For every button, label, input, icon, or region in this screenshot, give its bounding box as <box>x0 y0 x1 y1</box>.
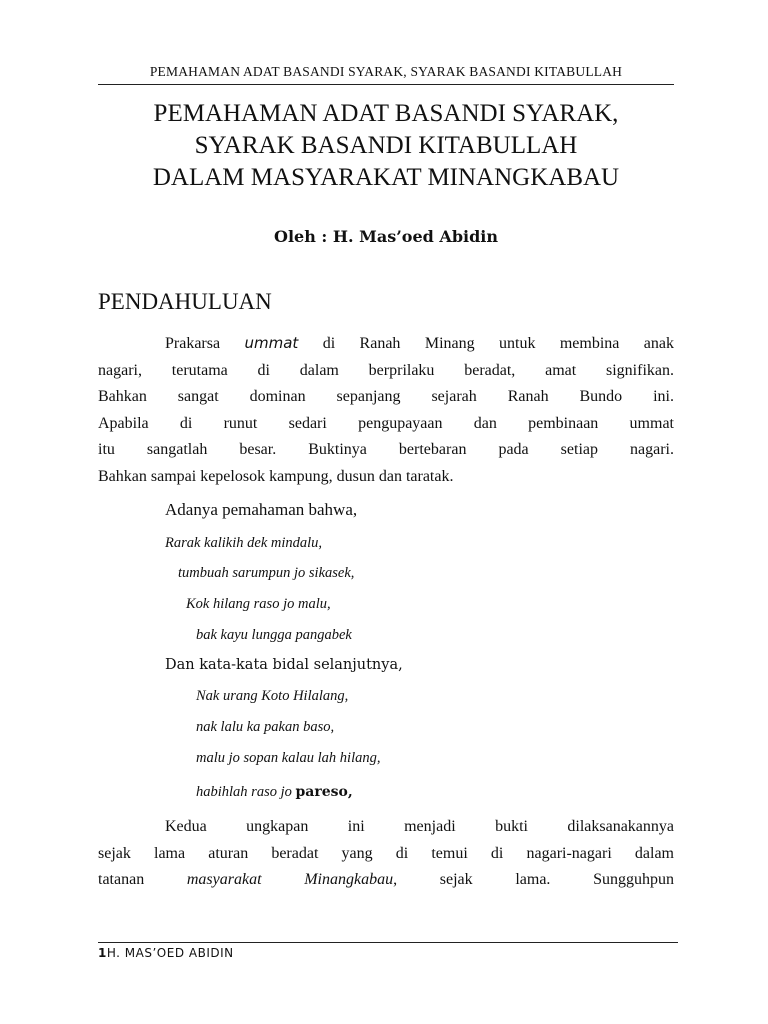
verse2-line-1: Nak urang Koto Hilalang, <box>196 688 349 704</box>
para1-line-5: itu sangatlah besar. Buktinya bertebaran pada setiap nagari. <box>98 441 674 458</box>
section-heading: PENDAHULUAN <box>98 289 272 314</box>
verse1-line-4: bak kayu lungga pangabek <box>196 627 352 643</box>
page-number: 1 <box>98 946 107 960</box>
verse-intro: Adanya pemahaman bahwa, <box>165 500 358 519</box>
verse2-line-4-text: habihlah raso jo <box>196 784 296 800</box>
para2-text: , sejak lama. Sungguhpun <box>393 871 674 888</box>
verse1-line-2: tumbuah sarumpun jo sikasek, <box>178 565 355 581</box>
title-line-1: PEMAHAMAN ADAT BASANDI SYARAK, <box>153 100 619 127</box>
term-ummat: ummat <box>244 334 299 352</box>
title-line-3: DALAM MASYARAKAT MINANGKABAU <box>152 164 620 191</box>
footer-rule <box>98 942 678 943</box>
para1-text: di Ranah Minang untuk membina anak <box>298 335 675 352</box>
para1-line-4: Apabila di runut sedari pengupayaan dan pembinaan ummat <box>98 414 674 432</box>
para2-text: tatanan <box>98 871 187 888</box>
running-head: PEMAHAMAN ADAT BASANDI SYARAK, SYARAK BASANDI KITABULLAH <box>149 64 623 79</box>
para1-line-1 <box>98 330 674 358</box>
para1-line-6: Bahkan sampai kepelosok kampung, dusun dan taratak. <box>98 467 454 485</box>
para2-line-1 <box>98 814 674 841</box>
verse1-line-3: Kok hilang raso jo malu, <box>186 596 331 612</box>
para2-line-3 <box>98 867 674 894</box>
para2-text: Kedua ungkapan ini menjadi bukti dilaksanakannya <box>165 818 674 835</box>
author-line: Oleh : H. Mas’oed Abidin <box>274 227 498 246</box>
verse1-line-1: Rarak kalikih dek mindalu, <box>165 535 323 551</box>
document-title <box>80 98 692 194</box>
verse2-line-4 <box>196 784 353 801</box>
title-line-2: SYARAK BASANDI KITABULLAH <box>194 132 578 159</box>
para2-line-2: sejak lama aturan beradat yang di temui di nagari-nagari dalam <box>98 844 674 862</box>
verse2-line-2: nak lalu ka pakan baso, <box>196 719 335 735</box>
para1-text: Prakarsa <box>165 335 245 352</box>
verse2-line-4-end: pareso, <box>295 784 353 800</box>
paragraph-intro <box>98 330 674 490</box>
para1-line-3: Bahkan sangat dominan sepanjang sejarah Ranah Bundo ini. <box>98 388 674 405</box>
term-masyarakat: masyarakat Minangkabau <box>186 871 394 888</box>
footer-author: H. MAS’OED ABIDIN <box>106 946 234 960</box>
header-rule <box>98 84 674 85</box>
bidal-intro: Dan kata-kata bidal selanjutnya, <box>165 657 403 673</box>
paragraph-second <box>98 814 674 894</box>
verse2-line-3: malu jo sopan kalau lah hilang, <box>196 750 381 766</box>
para1-line-2: nagari, terutama di dalam berprilaku beradat, amat signifikan. <box>98 361 674 379</box>
page-footer <box>98 946 234 960</box>
